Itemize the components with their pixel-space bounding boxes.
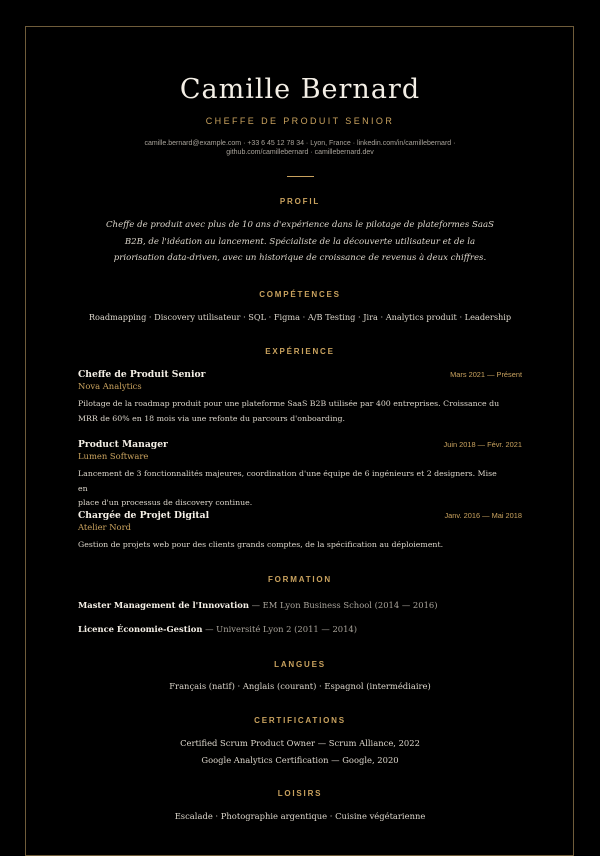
job-description-line: Pilotage de la roadmap produit pour une plateforme SaaS B2B utilisée par 400 entreprises. Croissance du: [78, 399, 500, 408]
candidate-title: CHEFFE DE PRODUIT SENIOR: [205, 116, 395, 126]
contact-info: [100, 139, 500, 157]
job-company: Atelier Nord: [78, 522, 131, 532]
job-dates: Janv. 2016 — Mai 2018: [444, 511, 522, 520]
education-item: [78, 624, 357, 634]
job-title: Product Manager: [78, 439, 168, 450]
job-dates: Mars 2021 — Présent: [450, 370, 522, 379]
certification-item: Google Analytics Certification — Google, 2020: [201, 754, 399, 765]
job-company: Lumen Software: [78, 451, 149, 461]
job-description-line: Gestion de projets web pour des clients grands comptes, de la spécification au déploiement.: [78, 540, 444, 549]
job-description: [78, 397, 508, 426]
section-title-education: FORMATION: [267, 575, 333, 584]
education-item: [78, 600, 438, 610]
candidate-name: Camille Bernard: [179, 74, 421, 105]
profile-line-1: Cheffe de produit avec plus de 10 ans d'expérience dans le pilotage de plateformes SaaS: [105, 220, 494, 230]
job-dates: Juin 2018 — Févr. 2021: [443, 440, 522, 449]
section-title-hobbies: LOISIRS: [277, 789, 323, 798]
profile-line-3: priorisation data-driven, avec un historique de croissance de revenus à deux chiffres.: [113, 253, 487, 263]
education-school: — EM Lyon Business School (2014 — 2016): [248, 600, 438, 610]
header-divider: [287, 176, 314, 177]
section-title-experience: EXPÉRIENCE: [265, 347, 335, 356]
job-description: [78, 467, 508, 511]
education-school: — Université Lyon 2 (2011 — 2014): [202, 624, 358, 634]
job-description: [78, 538, 508, 553]
certification-item: Certified Scrum Product Owner — Scrum Alliance, 2022: [180, 738, 420, 748]
profile-line-2: B2B, de l'idéation au lancement. Spécialiste de la découverte utilisateur et de la: [124, 236, 476, 247]
contact-line-2: github.com/camillebernard · camillebernard.dev: [226, 149, 374, 156]
job-company: Nova Analytics: [78, 381, 142, 391]
section-title-skills: COMPÉTENCES: [259, 290, 341, 299]
languages-list: Français (natif) · Anglais (courant) · Espagnol (intermédiaire): [169, 681, 431, 691]
profile-summary: [78, 217, 522, 267]
skills-list: Roadmapping · Discovery utilisateur · SQL · Figma · A/B Testing · Jira · Analytics produit · Leadership: [88, 312, 512, 322]
certifications-list: [78, 735, 522, 768]
job-description-line: Lancement de 3 fonctionnalités majeures, coordination d'une équipe de 6 ingénieurs et 2 designers. Mise en: [78, 469, 497, 493]
job-title: Cheffe de Produit Senior: [78, 369, 206, 380]
education-degree: Master Management de l'Innovation: [78, 600, 249, 610]
section-title-languages: LANGUES: [274, 660, 326, 669]
education-degree: Licence Économie-Gestion: [78, 624, 203, 634]
section-title-certifications: CERTIFICATIONS: [254, 716, 346, 725]
job-description-line: MRR de 60% en 18 mois via une refonte du parcours d'onboarding.: [78, 413, 346, 423]
section-title-profile: PROFIL: [279, 197, 321, 206]
job-title: Chargée de Projet Digital: [78, 510, 210, 521]
hobbies-list: Escalade · Photographie argentique · Cuisine végétarienne: [174, 811, 426, 821]
job-description-line: place d'un processus de discovery continue.: [78, 498, 253, 507]
contact-line-1: camille.bernard@example.com · +33 6 45 12 78 34 · Lyon, France · linkedin.com/in/camillebernard ·: [144, 140, 456, 147]
